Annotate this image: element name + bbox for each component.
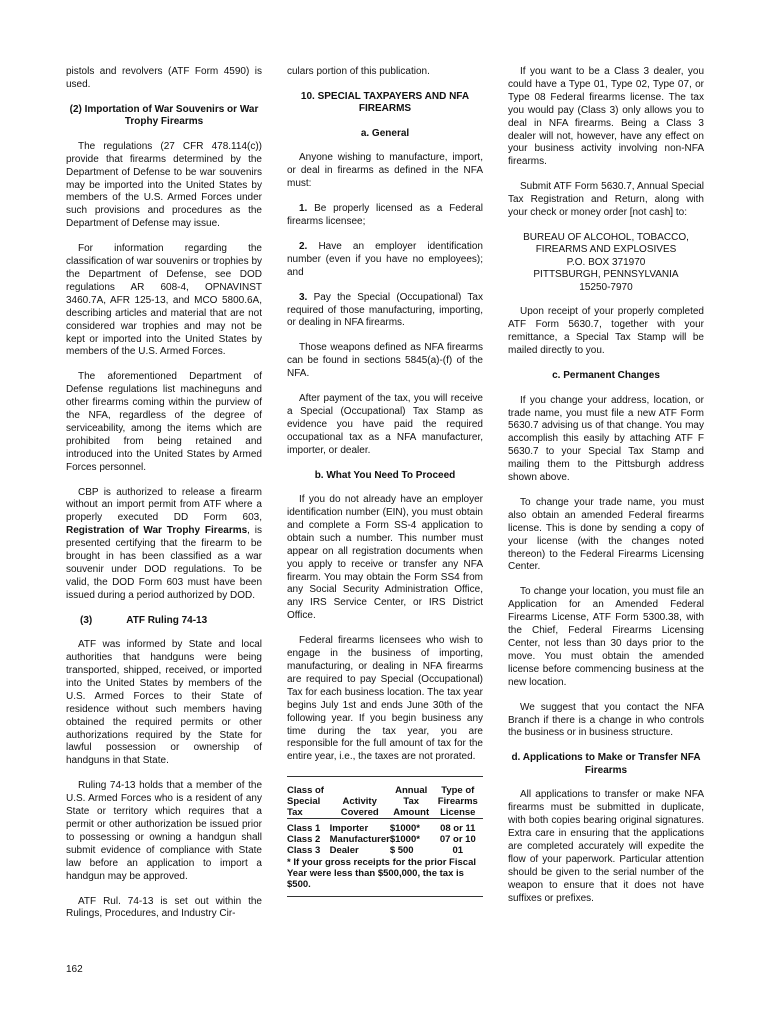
column-header: Activity Covered	[340, 796, 379, 819]
section-title: ATF Ruling 74-13	[126, 614, 208, 626]
address-line: FIREARMS AND EXPLOSIVES	[535, 244, 677, 256]
address-line: BUREAU OF ALCOHOL, TOBACCO,	[523, 231, 689, 243]
column-middle	[287, 66, 483, 905]
table-cell: $1000*	[389, 834, 420, 846]
paragraph: For information regarding the classification of war souvenirs or trophies by the Department of Defense, see DOD regulations AR 608-4, OPNAVINST 3460.7A, AFR 125-13, and MCO 5800.6A, describing articles and material that are not considered war trophies and may not be kept or imported into the United States by members of the U.S. Armed Forces.	[66, 243, 262, 358]
paragraph: ATF was informed by State and local authorities that handguns were being transported, shipped, received, or imported into the United States by members of the U.S. Armed Forces to their State of residence without such members having obtained the required permits or other authorizations required by the State for lawful possession or ownership of handguns in that State.	[66, 639, 262, 767]
paragraph: The aforementioned Department of Defense regulations list machineguns and other firearms coming within the purview of the NFA, regardless of the degree of serviceability, among the items which are prohibited from being retained and introduced into the United States by Armed Forces personnel.	[66, 371, 262, 473]
column-left	[66, 66, 262, 933]
mailing-address	[508, 232, 704, 295]
table-footnote: * If your gross receipts for the prior Fiscal Year were less than $500,000, the tax is $500.	[287, 857, 476, 891]
section-heading-war-souvenirs: (2) Importation of War Souvenirs or War Trophy Firearms	[69, 103, 259, 128]
paragraph: The regulations (27 CFR 478.114(c)) provide that firearms determined by the Department of Defense to be war souvenirs may be imported into the United States by members of the U.S. Armed Forces under such provisions and procedures as the Department of Defense may issue.	[66, 140, 262, 230]
page-number: 162	[66, 964, 83, 975]
section-heading-special-taxpayers: 10. SPECIAL TAXPAYERS AND NFA FIREARMS	[300, 90, 470, 115]
table-cell: $ 500	[389, 845, 414, 857]
paragraph: Federal firearms licensees who wish to engage in the business of importing, manufacturing, or dealing in NFA firearms are required to pay Special (Occupational) Tax for each business location. The tax year begins July 1st and ends June 30th of the following year. If you begin business any time during the tax year, you are responsible for the full amount of tax for the entire year, i.e., the taxes are not prorated.	[287, 635, 483, 763]
list-text: Have an employer identification number (even if you have no employees); and	[287, 240, 483, 278]
table-cell: Importer	[329, 823, 369, 835]
table-cell: Class 3	[287, 845, 321, 857]
table-cell: $1000*	[389, 823, 420, 835]
table-header-row	[287, 785, 483, 819]
column-header: Class of Special Tax	[287, 785, 324, 819]
paragraph: Upon receipt of your properly completed ATF Form 5630.7, together with your remittance, a Special Tax Stamp will be mailed directly to you.	[508, 306, 704, 357]
paragraph: ATF Rul. 74-13 is set out within the Rulings, Procedures, and Industry Cir-	[66, 895, 262, 920]
section-number: (3)	[80, 614, 93, 626]
column-right	[508, 66, 704, 918]
list-number: 1.	[299, 203, 308, 215]
column-header: Annual Tax Amount	[393, 785, 430, 819]
paragraph-text: , is presented certifying that the firearm to be brought in has been classified as a war souvenir under DOD regulations. To be valid, the DOD Form 603 must have been issued during a period authorized by DOD.	[66, 525, 262, 601]
subsection-heading-what-you-need: b. What You Need To Proceed	[314, 469, 456, 481]
table-row	[287, 834, 483, 845]
list-text: Pay the Special (Occupational) Tax required of those manufacturing, importing, or dealing in NFA firearms.	[287, 291, 483, 329]
paragraph: Those weapons defined as NFA firearms can be found in sections 5845(a)-(f) of the NFA.	[287, 342, 483, 380]
table-cell: 01	[452, 845, 464, 857]
list-item	[287, 292, 483, 331]
list-item	[287, 203, 483, 229]
subsection-heading-general: a. General	[360, 127, 410, 139]
paragraph: To change your trade name, you must also obtain an amended Federal firearms license. This is done by sending a copy of your license (with the changes noted thereon) to the Federal Firearms Licensing Center.	[508, 496, 704, 573]
paragraph: culars portion of this publication.	[287, 66, 430, 77]
paragraph-text: CBP is authorized to release a firearm without an import permit from ATF where a properly executed DD Form 603,	[66, 486, 262, 524]
section-heading-atf-ruling	[66, 615, 262, 628]
paragraph: Ruling 74-13 holds that a member of the U.S. Armed Forces who is a resident of any State or territory which requires that a permit or other authorization be issued prior to possessing or owning a handgun shall submit evidence of compliance with State law before an application to import a handgun may be approved.	[66, 780, 262, 882]
paragraph: We suggest that you contact the NFA Branch if there is a change in who controls the business or in business structure.	[508, 701, 704, 739]
address-line: PITTSBURGH, PENNSYLVANIA	[533, 269, 679, 281]
paragraph: If you want to be a Class 3 dealer, you could have a Type 01, Type 02, Type 07, or Type 08 Federal firearms license. The tax you would pay (Class 3) only allows you to deal in NFA firearms. Being a Class 3 dealer will not, however, have any effect on your business activity involving non-NFA firearms.	[508, 66, 704, 168]
table-cell: Class 2	[287, 834, 321, 846]
special-tax-table	[287, 785, 483, 856]
paragraph	[66, 487, 262, 603]
list-number: 3.	[299, 291, 308, 303]
paragraph: If you do not already have an employer identification number (EIN), you must obtain and complete a Form SS-4 application to obtain such a number. This number must appear on all registration documents when you apply to receive or transfer any NFA firearm. You may obtain the Form SS4 from any Social Security Administration Office, any IRS Service Center, or IRS District Office.	[287, 494, 483, 622]
subsection-heading-applications: d. Applications to Make or Transfer NFA Firearms	[511, 752, 701, 776]
table-cell: Dealer	[329, 845, 359, 857]
list-text: Be properly licensed as a Federal firearms licensee;	[287, 203, 483, 228]
paragraph: To change your location, you must file an Application for an Amended Federal Firearms License, ATF Form 5300.38, with the Chief, Federal Firearms Licensing Center, not less than 30 days prior to the move. You must obtain the amended license before commencing business at the new location.	[508, 586, 704, 688]
table-cell: 08 or 11	[440, 823, 476, 835]
table-cell: Manufacturer	[329, 834, 390, 846]
table-cell: 07 or 10	[439, 834, 476, 846]
paragraph: Submit ATF Form 5630.7, Annual Special Tax Registration and Return, along with your check or money order [not cash] to:	[508, 181, 704, 219]
paragraph: pistols and revolvers (ATF Form 4590) is used.	[66, 66, 262, 90]
paragraph: After payment of the tax, you will receive a Special (Occupational) Tax Stamp as evidence you have paid the required occupational tax as a NFA manufacturer, importer, or dealer.	[287, 393, 483, 456]
subsection-heading-permanent-changes: c. Permanent Changes	[552, 370, 660, 382]
address-line: P.O. BOX 371970	[566, 256, 646, 268]
paragraph: All applications to transfer or make NFA firearms must be submitted in duplicate, with both copies bearing original signatures. Extra care in ensuring that the applications are completed accurately will expedite the flow of your paperwork. Particular attention should be given to the serial number of the weapon to ensure that it does not have suffixes or prefixes.	[508, 789, 704, 904]
paragraph: If you change your address, location, or trade name, you must file a new ATF Form 5630.7 advising us of that change. You may accomplish this easily by attaching ATF F 5630.7 to your Special Tax Stamp and mailing them to the Pittsburgh address shown above.	[508, 394, 704, 484]
paragraph: Anyone wishing to manufacture, import, or deal in firearms as defined in the NFA must:	[287, 152, 483, 190]
list-number: 2.	[299, 240, 308, 252]
address-line: 15250-7970	[579, 281, 633, 293]
table-cell: Class 1	[287, 823, 321, 835]
table-top-rule	[287, 776, 483, 777]
table-row	[287, 823, 483, 834]
form-title-emphasis: Registration of War Trophy Firearms	[66, 525, 248, 537]
table-row	[287, 845, 483, 856]
column-header: Type of Firearms License	[437, 785, 478, 819]
table-bottom-rule	[287, 896, 483, 897]
list-item	[287, 241, 483, 280]
